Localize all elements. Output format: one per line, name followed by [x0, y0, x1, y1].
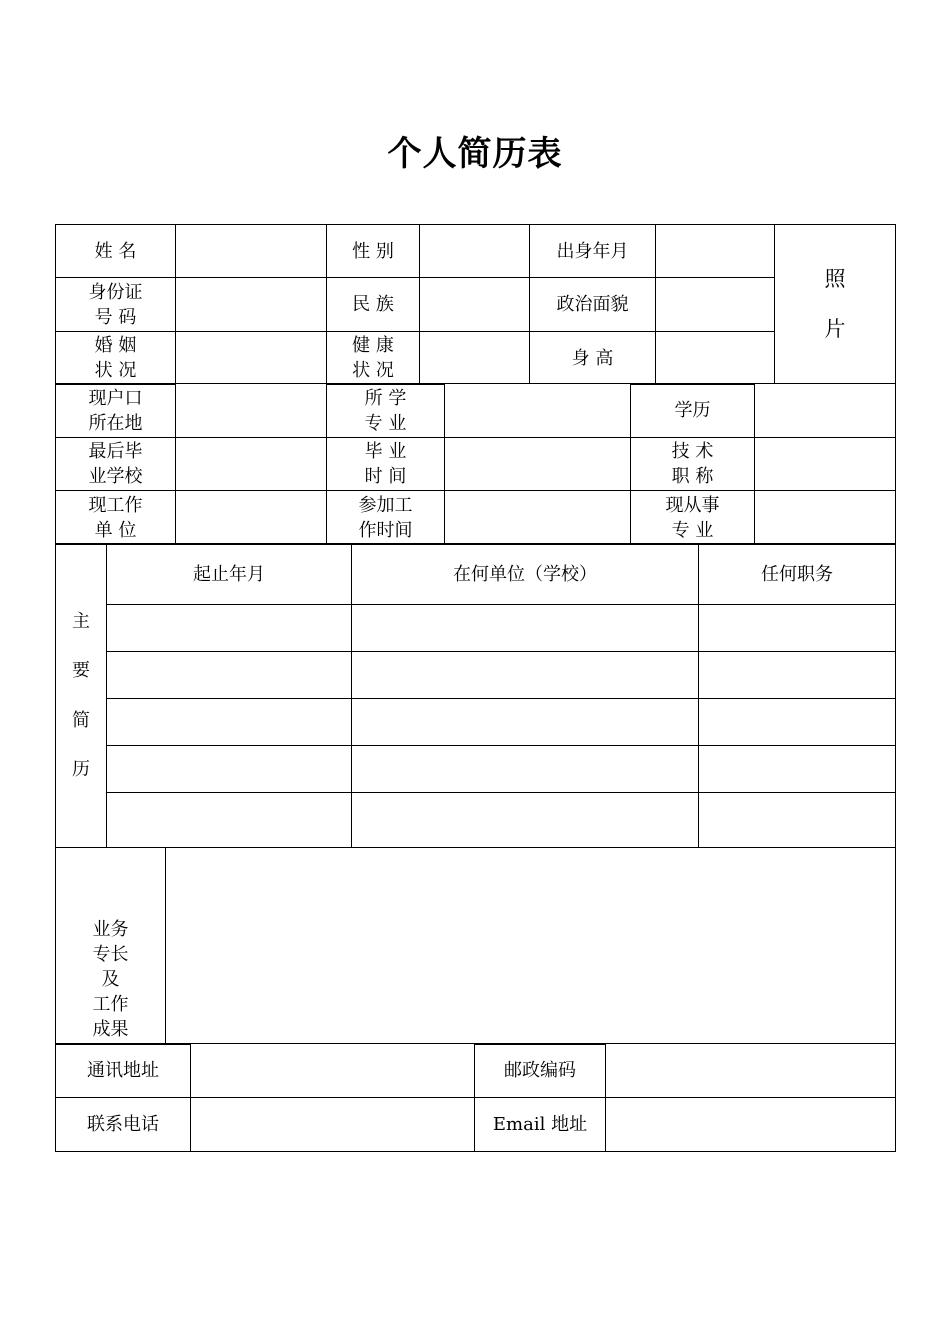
gender-field[interactable] [420, 225, 530, 278]
height-field[interactable] [656, 332, 775, 385]
table-row [56, 605, 896, 652]
resume-unit-cell[interactable] [352, 652, 699, 699]
current-field-field[interactable] [755, 491, 896, 545]
table-row [56, 699, 896, 746]
resume-period-cell[interactable] [107, 699, 352, 746]
political-label: 政治面貌 [530, 278, 656, 332]
gender-label: 性 别 [327, 225, 420, 278]
table-row [56, 652, 896, 699]
resume-unit-cell[interactable] [352, 793, 699, 848]
resume-table [55, 543, 896, 848]
resume-unit-cell[interactable] [352, 699, 699, 746]
resume-position-cell[interactable] [699, 605, 896, 652]
height-label: 身 高 [530, 332, 656, 385]
basic-info-table [55, 224, 896, 385]
work-start-label: 参加工 作时间 [327, 491, 445, 545]
hukou-label: 现户口 所在地 [56, 384, 176, 438]
resume-position-cell[interactable] [699, 652, 896, 699]
birth-field[interactable] [656, 225, 775, 278]
employer-label: 现工作 单 位 [56, 491, 176, 545]
grad-time-field[interactable] [445, 438, 631, 491]
education-table [55, 383, 896, 545]
id-label: 身份证 号 码 [56, 278, 176, 332]
resume-position-cell[interactable] [699, 746, 896, 793]
address-field[interactable] [191, 1044, 475, 1098]
resume-header-unit: 在何单位（学校） [352, 544, 699, 605]
major-field[interactable] [445, 384, 631, 438]
resume-header-period: 起止年月 [107, 544, 352, 605]
address-label: 通讯地址 [56, 1044, 191, 1098]
resume-period-cell[interactable] [107, 605, 352, 652]
email-label: Email 地址 [475, 1098, 606, 1152]
major-label: 所 学 专 业 [327, 384, 445, 438]
marital-label: 婚 姻 状 况 [56, 332, 176, 385]
table-row [56, 793, 896, 848]
name-label: 姓 名 [56, 225, 176, 278]
political-field[interactable] [656, 278, 775, 332]
hukou-field[interactable] [176, 384, 327, 438]
degree-label: 学历 [631, 384, 755, 438]
ethnicity-field[interactable] [420, 278, 530, 332]
grad-time-label: 毕 业 时 间 [327, 438, 445, 491]
phone-label: 联系电话 [56, 1098, 191, 1152]
resume-header-position: 任何职务 [699, 544, 896, 605]
email-field[interactable] [606, 1098, 896, 1152]
contact-table [55, 1043, 896, 1152]
ethnicity-label: 民 族 [327, 278, 420, 332]
degree-field[interactable] [755, 384, 896, 438]
employer-field[interactable] [176, 491, 327, 545]
table-row [56, 746, 896, 793]
resume-unit-cell[interactable] [352, 746, 699, 793]
page-title: 个人简历表 [387, 134, 563, 174]
marital-field[interactable] [176, 332, 327, 385]
expertise-label: 业务 专长 及 工作 成果 [56, 848, 166, 1045]
name-field[interactable] [176, 225, 327, 278]
health-label: 健 康 状 况 [327, 332, 420, 385]
birth-label: 出身年月 [530, 225, 656, 278]
current-field-label: 现从事 专 业 [631, 491, 755, 545]
phone-field[interactable] [191, 1098, 475, 1152]
health-field[interactable] [420, 332, 530, 385]
expertise-field[interactable] [166, 848, 896, 1045]
tech-title-label: 技 术 职 称 [631, 438, 755, 491]
school-field[interactable] [176, 438, 327, 491]
resume-period-cell[interactable] [107, 746, 352, 793]
school-label: 最后毕 业学校 [56, 438, 176, 491]
resume-unit-cell[interactable] [352, 605, 699, 652]
resume-position-cell[interactable] [699, 793, 896, 848]
resume-period-cell[interactable] [107, 652, 352, 699]
resume-side-label: 主 要 简 历 [56, 544, 107, 848]
work-start-field[interactable] [445, 491, 631, 545]
id-field[interactable] [176, 278, 327, 332]
resume-position-cell[interactable] [699, 699, 896, 746]
expertise-table [55, 847, 896, 1045]
photo-box[interactable]: 照 片 [775, 225, 896, 385]
resume-period-cell[interactable] [107, 793, 352, 848]
postcode-label: 邮政编码 [475, 1044, 606, 1098]
tech-title-field[interactable] [755, 438, 896, 491]
postcode-field[interactable] [606, 1044, 896, 1098]
